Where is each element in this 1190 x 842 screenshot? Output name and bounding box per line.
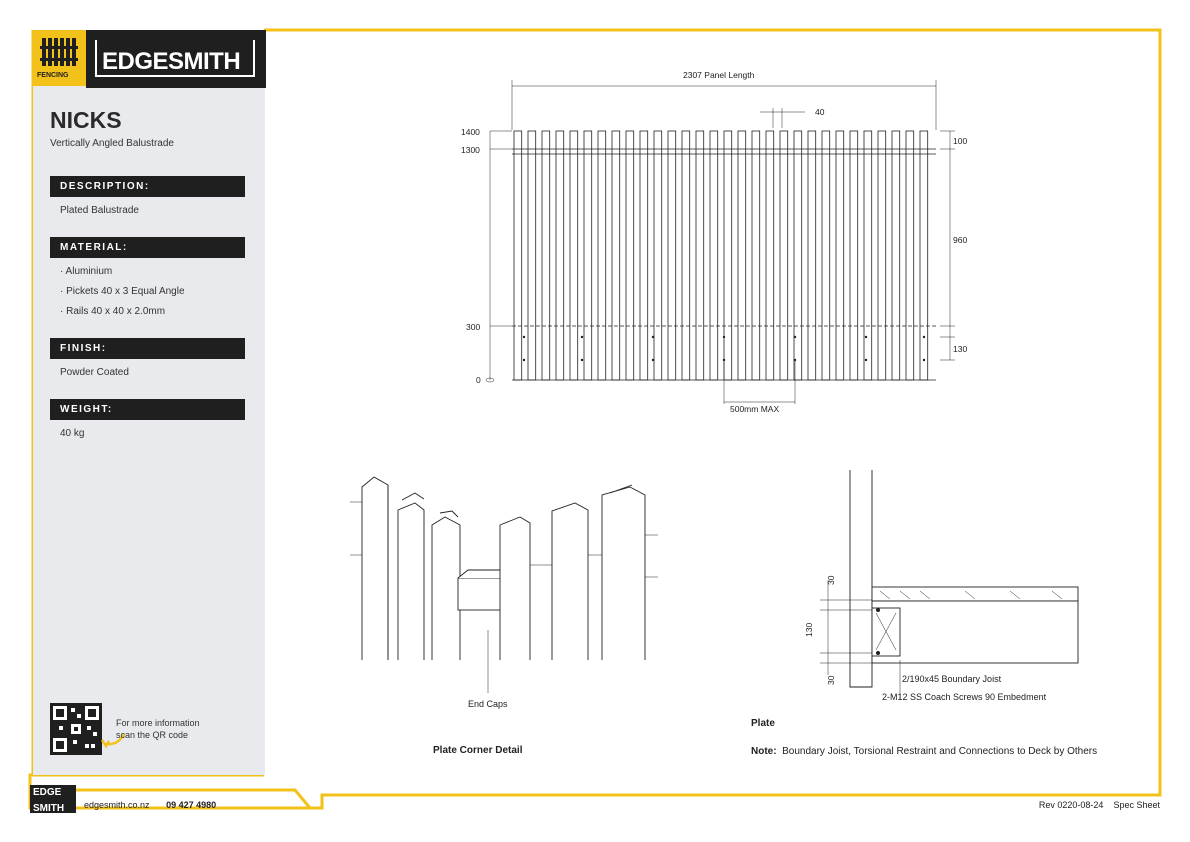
picket: [752, 131, 760, 380]
picket: [878, 131, 886, 380]
footer-website[interactable]: edgesmith.co.nz: [84, 800, 150, 810]
weight-text: 40 kg: [60, 428, 85, 439]
material-item: · Pickets 40 x 3 Equal Angle: [60, 286, 185, 297]
picket: [738, 131, 746, 380]
picket: [696, 131, 704, 380]
height-0-label: 0: [476, 375, 481, 385]
material-heading: MATERIAL:: [50, 237, 245, 258]
footer-phone[interactable]: 09 427 4980: [166, 800, 217, 810]
picket: [668, 131, 676, 380]
plate-dim-30-bottom: 30: [826, 675, 836, 685]
picket: [710, 131, 718, 380]
end-caps-label: End Caps: [468, 699, 508, 709]
picket: [612, 131, 620, 380]
picket: [626, 131, 634, 380]
picket: [570, 131, 578, 380]
brand-logo-text: EDGESMITH: [102, 48, 241, 75]
description-text: Plated Balustrade: [60, 205, 139, 216]
dim-130-label: 130: [953, 344, 968, 354]
dim-960-label: 960: [953, 235, 968, 245]
picket: [836, 131, 844, 380]
picket-width-label: 40: [815, 107, 825, 117]
picket: [808, 131, 816, 380]
material-item: · Aluminium: [60, 266, 113, 277]
picket: [640, 131, 648, 380]
picket: [724, 131, 732, 380]
picket: [654, 131, 662, 380]
product-name: NICKS: [50, 107, 122, 133]
plate-dim-30-top: 30: [826, 575, 836, 585]
height-1400-label: 1400: [461, 127, 480, 137]
height-1300-label: 1300: [461, 145, 480, 155]
dim-100-label: 100: [953, 136, 968, 146]
footer-contact: [84, 800, 216, 810]
picket: [556, 131, 564, 380]
fencing-label: FENCING: [37, 72, 69, 79]
picket: [584, 131, 592, 380]
footer-doc-type: Spec Sheet: [1113, 800, 1160, 810]
picket: [682, 131, 690, 380]
picket: [766, 131, 774, 380]
description-heading: DESCRIPTION:: [50, 176, 245, 197]
height-300-label: 300: [466, 322, 481, 332]
plate-corner-detail-drawing: [340, 465, 670, 715]
plate-caption: Plate: [751, 718, 775, 729]
picket: [850, 131, 858, 380]
plate-section-drawing: [790, 465, 1090, 705]
screws-label: 2-M12 SS Coach Screws 90 Embedment: [882, 692, 1047, 702]
finish-heading: FINISH:: [50, 338, 245, 359]
note: Note: Boundary Joist, Torsional Restraint and Connections to Deck by Others: [751, 746, 1098, 757]
picket: [794, 131, 802, 380]
joist-label: 2/190x45 Boundary Joist: [902, 674, 1002, 684]
plate-corner-caption: Plate Corner Detail: [433, 745, 523, 756]
footer-revision: Rev 0220-08-24: [1038, 800, 1104, 810]
footer-meta: [1039, 800, 1160, 810]
picket: [920, 131, 928, 380]
finish-text: Powder Coated: [60, 367, 129, 378]
post-spacing-label: 500mm MAX: [730, 404, 780, 414]
picket: [542, 131, 550, 380]
picket: [822, 131, 830, 380]
picket: [864, 131, 872, 380]
plate-dim-130: 130: [804, 622, 814, 637]
picket: [514, 131, 522, 380]
product-subtitle: Vertically Angled Balustrade: [50, 138, 174, 149]
picket: [906, 131, 914, 380]
panel-length-label: 2307 Panel Length: [683, 70, 755, 80]
picket: [598, 131, 606, 380]
footer-logo: EDGE SMITH: [30, 785, 76, 813]
picket: [780, 131, 788, 380]
weight-heading: WEIGHT:: [50, 399, 245, 420]
picket: [892, 131, 900, 380]
material-item: · Rails 40 x 40 x 2.0mm: [60, 306, 166, 317]
picket: [528, 131, 536, 380]
qr-note: For more information scan the QR code: [116, 718, 200, 740]
